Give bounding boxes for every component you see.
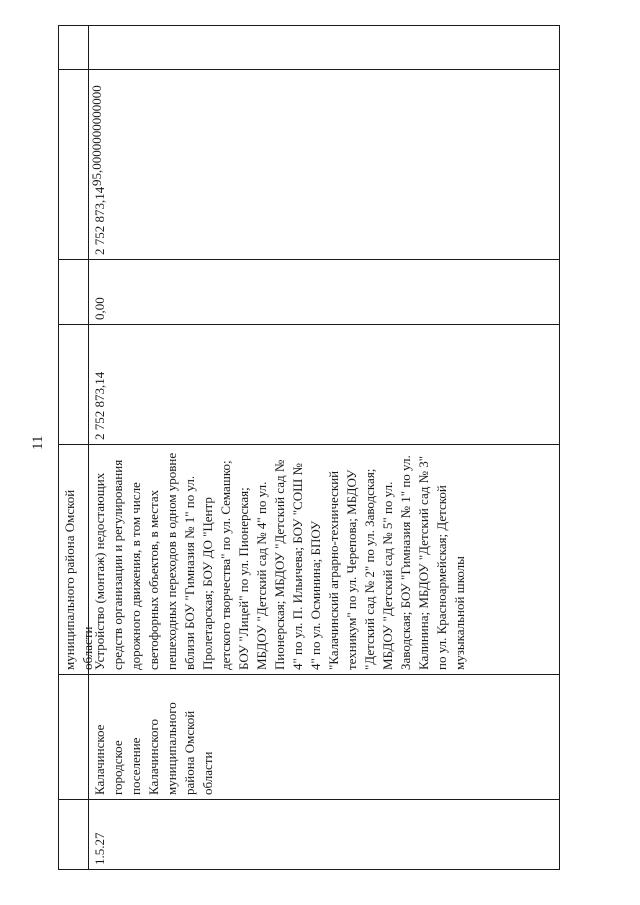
recipient-tail-cell: муниципального района Омской области xyxy=(58,445,88,675)
table-row xyxy=(88,25,560,870)
total-cell-empty xyxy=(58,325,88,445)
page-number: 11 xyxy=(30,435,46,450)
budget-table xyxy=(58,25,560,870)
percent-cell xyxy=(88,25,560,70)
row-number-cell: 1.5.27 xyxy=(88,800,560,870)
percent-value: 95,0000000000000 xyxy=(89,85,104,186)
zero-cell-empty xyxy=(58,260,88,325)
municipality-cell: Калачинское городское поселение Калачинского муниципального района Омской области xyxy=(88,675,560,800)
percent-cell-empty xyxy=(58,25,88,70)
number-cell-empty xyxy=(58,800,88,870)
description-cell: Устройство (монтаж) недостающих средств организации и регулирования дорожного движения, в том числе светофорных объектов, в местах пешеходных переходов в одном уровне вблизи БОУ "Гимназия № 1" по ул. Пролетарская; БОУ ДО "Центр детского творчества" по ул. Семашко; БОУ "Лицей" по ул. Пионерская; МБДОУ "Детский сад № 4" по ул. Пионерская; МБДОУ "Детский сад № 4" по ул. П. Ильичева; БОУ "СОШ № 4" по ул. Осминина; БПОУ "Калачинский аграрно-технический техникум" по ул. Черепова; МБДОУ "Детский сад № 2" по ул. Заводская; МБДОУ "Детский сад № 5" по ул. Заводская; БОУ "Гимназия № 1" по ул. Калинина; МБДОУ "Детский сад № 3" по ул. Красноармейская; Детской музыкальной школы xyxy=(88,445,560,675)
amount-cell-empty xyxy=(58,70,88,260)
zero-value-cell: 0,00 xyxy=(88,260,560,325)
amount-cell: 2 752 873,14 xyxy=(88,70,560,260)
total-cell: 2 752 873,14 xyxy=(88,325,560,445)
table-row-continuation xyxy=(58,25,95,870)
municipality-cell-empty xyxy=(58,675,88,800)
